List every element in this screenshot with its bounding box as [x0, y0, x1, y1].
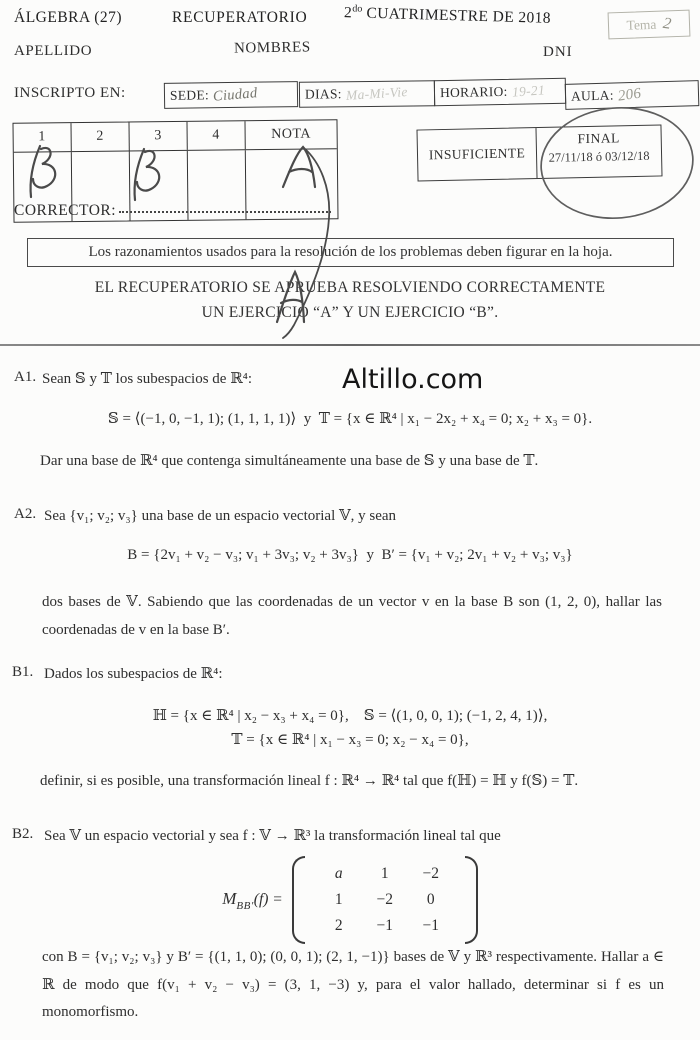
- course-title: ÁLGEBRA (27): [14, 9, 123, 26]
- matrix-grid: [314, 856, 456, 944]
- term-rest: CUATRIMESTRE DE 2018: [361, 4, 552, 27]
- matrix-label-subscript: BB′: [236, 899, 254, 912]
- dias-field: [299, 80, 435, 107]
- tema-handwritten-value: 2: [662, 14, 673, 33]
- problem-a2-intro: Sea {v₁; v₂; v₃} una base de un espacio vectorial 𝕍, y sean: [44, 508, 397, 524]
- notice-box: [27, 238, 674, 267]
- approval-line-1: EL RECUPERATORIO SE APRUEBA RESOLVIENDO CORRECTAMENTE: [94, 279, 606, 296]
- problem-a1-label: A1.: [14, 369, 37, 385]
- grade-col-3: 3: [129, 122, 187, 151]
- corrector-line: [14, 202, 331, 220]
- tema-box: [608, 10, 691, 40]
- approval-line-2: UN EJERCICIO “A” Y UN EJERCICIO “B”.: [201, 304, 499, 321]
- problem-b2-matrix-equation: [0, 856, 700, 944]
- grade-col-nota: NOTA: [271, 126, 312, 142]
- dias-handwritten-value: Ma-Mi-Vie: [345, 83, 408, 103]
- insuficiente-cell: INSUFICIENTE: [418, 128, 538, 180]
- matrix-left-paren: [292, 856, 305, 944]
- problem-a1-intro: Sean 𝕊 y 𝕋 los subespacios de ℝ⁴:: [42, 371, 253, 387]
- grade-col-4: 4: [187, 121, 245, 150]
- term-superscript: do: [352, 3, 363, 15]
- inscripto-en-label: INSCRIPTO EN:: [14, 85, 126, 101]
- dni-label: DNI: [543, 44, 573, 60]
- problem-a2-formula: B = {2v₁ + v₂ − v₃; v₁ + 3v₃; v₂ + 3v₃} y B′ = {v₁ + v₂; 2v₁ + v₂ + v₃; v₃}: [127, 547, 573, 563]
- matrix-label-m: M: [222, 888, 237, 908]
- notice-text: Los razonamientos usados para la resolución de los problemas deben figurar en la hoja.: [88, 244, 613, 260]
- altillo-watermark: Altillo.com: [342, 364, 484, 395]
- matrix-cell: 1: [334, 891, 343, 908]
- apellido-label: APELLIDO: [14, 43, 93, 59]
- problem-b2-outro: con B = {v₁; v₂; v₃} y B′ = {(1, 1, 0); (0, 0, 1); (2, 1, −1)} bases de 𝕍 y ℝ³ respectivamente. Hallar a ∈ ℝ de modo que f(v₁ + v₂ − v₃) = (3, 1, −3) y, para el valor hallado, determinar si f es un monomorfismo.: [42, 949, 664, 1020]
- problem-b1-label: B1.: [12, 664, 34, 680]
- aula-field: [565, 80, 700, 110]
- problem-a1-formula: 𝕊 = ⟨(−1, 0, −1, 1); (1, 1, 1, 1)⟩ y 𝕋 = {x ∈ ℝ⁴ | x₁ − 2x₂ + x₄ = 0; x₂ + x₃ = 0}.: [107, 411, 593, 427]
- final-cell: [536, 125, 661, 178]
- term-line: [344, 3, 551, 28]
- horario-field: [434, 78, 566, 107]
- grade-table-header-row: [13, 120, 336, 152]
- term-number: 2: [343, 4, 353, 22]
- horizontal-rule: [0, 344, 700, 346]
- problem-b1-outro: definir, si es posible, una transformación lineal f : ℝ⁴ → ℝ⁴ tal que f(ℍ) = ℍ y f(𝕊) = 𝕋.: [40, 773, 579, 789]
- problem-b2-intro: Sea 𝕍 un espacio vectorial y sea f : 𝕍 → ℝ³ la transformación lineal tal que: [44, 828, 501, 844]
- aula-handwritten-value: 206: [616, 85, 643, 105]
- nombres-label: NOMBRES: [233, 39, 311, 57]
- corrector-label: CORRECTOR:: [14, 202, 117, 219]
- dias-label: DIAS:: [304, 86, 342, 102]
- result-box: [416, 124, 662, 181]
- problem-b1-intro: Dados los subespacios de ℝ⁴:: [44, 666, 223, 682]
- tema-label: Tema: [626, 16, 657, 33]
- problem-b2-label: B2.: [12, 826, 34, 842]
- matrix-label-rest: (f) =: [253, 890, 283, 908]
- matrix-cell: 2: [334, 917, 343, 934]
- grade-col-2: 2: [71, 122, 129, 151]
- problem-a1-outro: Dar una base de ℝ⁴ que contenga simultáneamente una base de 𝕊 y una base de 𝕋.: [40, 453, 539, 469]
- exam-type: RECUPERATORIO: [172, 9, 308, 26]
- problem-b1-formula-line1: ℍ = {x ∈ ℝ⁴ | x₂ − x₃ + x₄ = 0}, 𝕊 = ⟨(1, 0, 0, 1); (−1, 2, 4, 1)⟩,: [152, 708, 548, 724]
- corrector-dotted-leader: [119, 210, 331, 213]
- matrix-cell: −2: [376, 891, 393, 908]
- matrix-cell: 1: [380, 865, 389, 882]
- sede-handwritten-value: Ciudad: [212, 84, 259, 105]
- problem-a2-outro: dos bases de 𝕍. Sabiendo que las coordenadas de un vector v en la base B son (1, 2, 0), hallar las coordenadas de v en la base B′.: [42, 594, 662, 638]
- matrix-cell: −1: [422, 917, 439, 934]
- sede-field: [164, 81, 298, 109]
- grade-col-1: 1: [13, 123, 71, 152]
- horario-label: HORARIO:: [439, 83, 508, 101]
- final-dates: 27/11/18 ó 03/12/18: [548, 148, 650, 165]
- horario-handwritten-value: 19-21: [511, 82, 546, 100]
- matrix-cell: −1: [376, 917, 393, 934]
- matrix-label: [222, 889, 283, 912]
- matrix-cell: a: [334, 865, 343, 882]
- sede-label: SEDE:: [169, 87, 210, 103]
- matrix-cell: 0: [426, 891, 435, 908]
- problem-a2-label: A2.: [14, 506, 37, 522]
- aula-label: AULA:: [570, 87, 614, 104]
- final-label: FINAL: [577, 130, 620, 147]
- matrix-right-paren: [465, 856, 478, 944]
- matrix-cell: −2: [422, 865, 439, 882]
- problem-b1-formula-line2: 𝕋 = {x ∈ ℝ⁴ | x₁ − x₃ = 0; x₂ − x₄ = 0},: [231, 732, 469, 748]
